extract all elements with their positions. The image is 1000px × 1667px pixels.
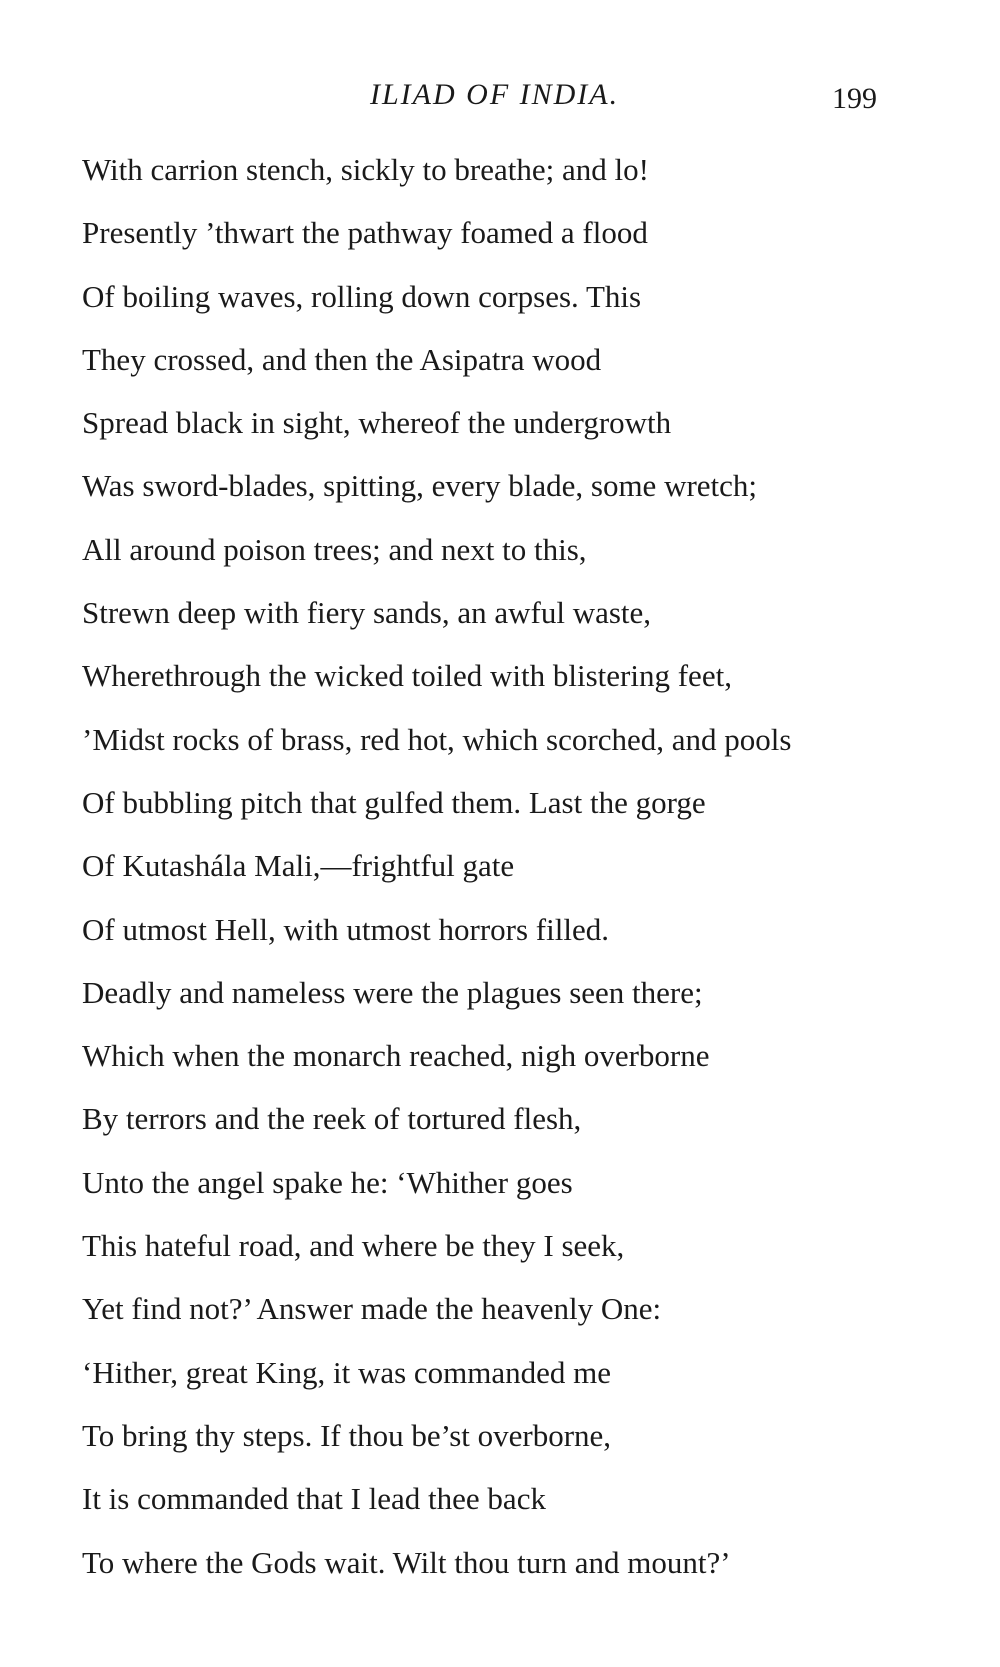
verse-line-23: To where the Gods wait. Wilt thou turn and mount?’	[82, 1544, 731, 1580]
verse-text	[82, 150, 962, 1606]
verse-line-20: ‘Hither, great King, it was commanded me	[82, 1354, 612, 1390]
page-number: 199	[832, 82, 877, 115]
verse-line-4: They crossed, and then the Asipatra wood	[82, 341, 602, 377]
verse-line-18: This hateful road, and where be they I seek,	[82, 1228, 625, 1264]
verse-line-14: Deadly and nameless were the plagues seen there;	[82, 974, 703, 1010]
verse-line-10: ’Midst rocks of brass, red hot, which scorched, and pools	[82, 721, 792, 757]
verse-line-9: Wherethrough the wicked toiled with blistering feet,	[82, 658, 732, 694]
verse-line-6: Was sword-blades, spitting, every blade, some wretch;	[82, 468, 758, 504]
verse-line-13: Of utmost Hell, with utmost horrors filled.	[82, 911, 609, 947]
verse-line-5: Spread black in sight, whereof the undergrowth	[82, 405, 672, 441]
verse-line-21: To bring thy steps. If thou be’st overborne,	[82, 1417, 612, 1453]
running-title: ILIAD OF INDIA.	[370, 78, 620, 111]
verse-line-1: With carrion stench, sickly to breathe; and lo!	[82, 152, 649, 187]
verse-line-3: Of boiling waves, rolling down corpses. This	[82, 278, 642, 314]
verse-line-22: It is commanded that I lead thee back	[82, 1481, 546, 1517]
verse-line-7: All around poison trees; and next to this,	[82, 531, 587, 567]
verse-line-11: Of bubbling pitch that gulfed them. Last the gorge	[82, 784, 706, 820]
verse-line-12: Of Kutashála Mali,—frightful gate	[82, 848, 515, 884]
running-head	[0, 78, 1000, 118]
verse-line-15: Which when the monarch reached, nigh overborne	[82, 1038, 710, 1074]
verse-line-2: Presently ’thwart the pathway foamed a flood	[82, 215, 648, 251]
verse-line-16: By terrors and the reek of tortured flesh,	[82, 1101, 582, 1137]
verse-line-19: Yet find not?’ Answer made the heavenly One:	[82, 1291, 662, 1327]
verse-line-17: Unto the angel spake he: ‘Whither goes	[82, 1164, 573, 1200]
verse-line-8: Strewn deep with fiery sands, an awful waste,	[82, 595, 652, 631]
